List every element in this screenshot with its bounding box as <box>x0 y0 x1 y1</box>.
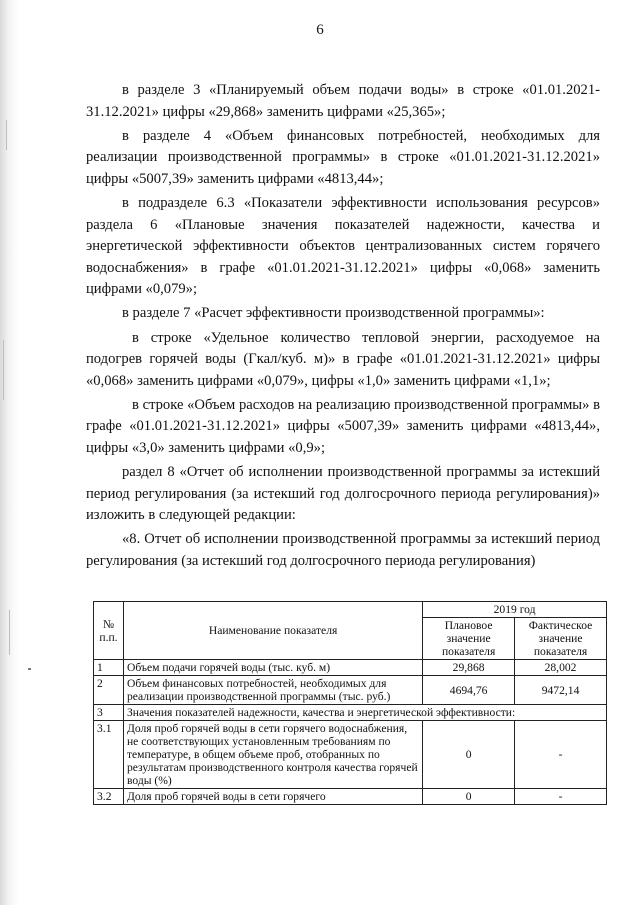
report-table <box>93 601 607 805</box>
header-number: № п.п. <box>94 602 124 660</box>
document-body <box>86 80 600 575</box>
header-year: 2019 год <box>423 602 607 618</box>
table-row <box>94 676 607 705</box>
table-header-row <box>94 602 607 618</box>
row-number: 3.1 <box>94 721 124 789</box>
row-number: 3.2 <box>94 789 124 805</box>
scan-speck <box>28 668 31 670</box>
header-fact-value: Фактическое значение показателя <box>515 618 607 660</box>
row-name: Объем финансовых потребностей, необходимых для реализации производственной программы (тыс. руб.) <box>123 676 422 705</box>
row-name: Значения показателей надежности, качества и энергетической эффективности: <box>123 705 606 721</box>
row-fact-value: 9472,14 <box>515 676 607 705</box>
paragraph: в подразделе 6.3 «Показатели эффективности использования ресурсов» раздела 6 «Плановые значения показателей надежности, качества и энергетической эффективности объектов централизованных систем горячего водоснабжения» в графе «01.01.2021-31.12.2021» цифры «0,068» заменить цифрами «0,079»; <box>86 194 600 298</box>
paragraph: в разделе 4 «Объем финансовых потребностей, необходимых для реализации производственной программы» в строке «01.01.2021-31.12.2021» цифры «5007,39» заменить цифрами «4813,44»; <box>86 127 600 187</box>
paragraph: в разделе 7 «Расчет эффективности производственной программы»: <box>122 305 545 322</box>
header-indicator-name: Наименование показателя <box>123 602 422 660</box>
row-name: Объем подачи горячей воды (тыс. куб. м) <box>123 660 422 676</box>
row-plan-value: 0 <box>423 789 515 805</box>
row-fact-value: 28,002 <box>515 660 607 676</box>
row-number: 1 <box>94 660 124 676</box>
scan-speck <box>6 120 7 150</box>
paragraph: в строке «Удельное количество тепловой энергии, расходуемое на подогрев горячей воды (Гкал/куб. м)» в графе «01.01.2021-31.12.2021» цифры «0,068» заменить цифрами «0,079», цифры «1,0» заменить цифрами «1,1»; <box>86 329 600 389</box>
scan-edge-shadow <box>0 0 20 905</box>
paragraph: в строке «Объем расходов на реализацию производственной программы» в графе «01.01.2021-31.12.2021» цифры «5007,39» заменить цифрами «4813,44», цифры «3,0» заменить цифрами «0,9»; <box>86 396 600 456</box>
paragraph: раздел 8 «Отчет об исполнении производственной программы за истекший период регулирования (за истекший год долгосрочного периода регулирования)» изложить в следующей редакции: <box>86 464 600 524</box>
row-fact-value: - <box>515 789 607 805</box>
row-number: 2 <box>94 676 124 705</box>
row-fact-value: - <box>515 721 607 789</box>
paragraph: «8. Отчет об исполнении производственной программы за истекший период регулирования (за истекший год долгосрочного периода регулирования) <box>86 531 600 569</box>
table-row <box>94 705 607 721</box>
row-plan-value: 0 <box>423 721 515 789</box>
scan-speck <box>9 610 10 655</box>
row-name: Доля проб горячей воды в сети горячего <box>123 789 422 805</box>
table-row <box>94 660 607 676</box>
page-number: 6 <box>316 22 324 38</box>
row-name: Доля проб горячей воды в сети горячего водоснабжения, не соответствующих установленным требованиям по температуре, в общем объеме проб, отобранных по результатам производственного контроля качества горячей воды (%) <box>123 721 422 789</box>
paragraph: в разделе 3 «Планируемый объем подачи воды» в строке «01.01.2021-31.12.2021» цифры «29,868» заменить цифрами «25,365»; <box>86 82 600 120</box>
header-plan-value: Плановое значение показателя <box>423 618 515 660</box>
table-row <box>94 789 607 805</box>
row-plan-value: 4694,76 <box>423 676 515 705</box>
scan-speck <box>3 340 4 400</box>
table-row <box>94 721 607 789</box>
row-number: 3 <box>94 705 124 721</box>
row-plan-value: 29,868 <box>423 660 515 676</box>
